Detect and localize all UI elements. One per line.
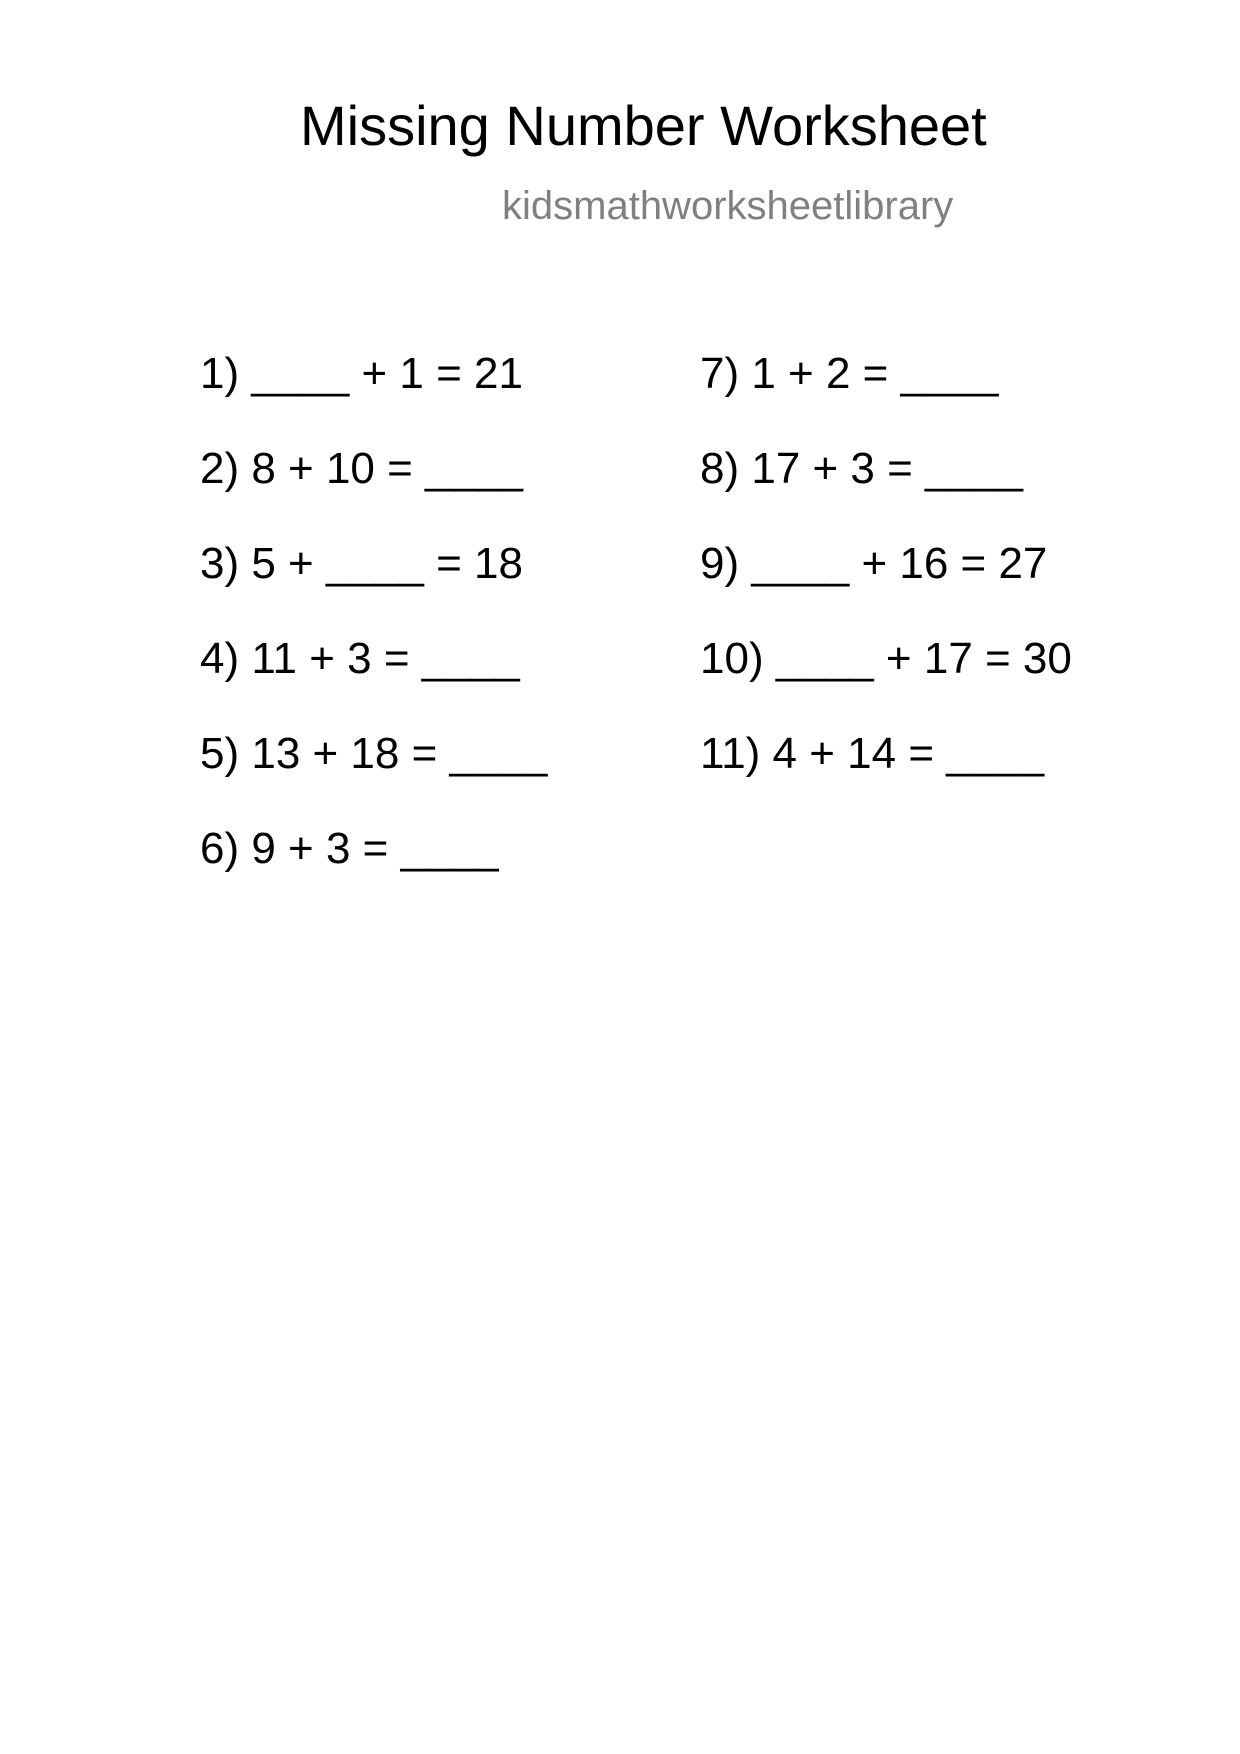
problem-1: 1) ____ + 1 = 21 <box>200 349 523 398</box>
problem-8: 8) 17 + 3 = ____ <box>700 444 1023 493</box>
problem-11: 11) 4 + 14 = ____ <box>700 729 1045 778</box>
page-title: Missing Number Worksheet <box>300 94 987 157</box>
problem-10: 10) ____ + 17 = 30 <box>700 634 1072 683</box>
page-subtitle: kidsmathworksheetlibrary <box>502 184 954 228</box>
problem-4: 4) 11 + 3 = ____ <box>200 634 520 683</box>
problem-6: 6) 9 + 3 = ____ <box>200 824 499 873</box>
problem-3: 3) 5 + ____ = 18 <box>200 539 523 588</box>
problem-column-left <box>200 349 680 922</box>
problem-7: 7) 1 + 2 = ____ <box>700 349 999 398</box>
problem-5: 5) 13 + 18 = ____ <box>200 729 548 778</box>
problem-9: 9) ____ + 16 = 27 <box>700 539 1048 588</box>
problem-column-right <box>700 349 1180 827</box>
problem-2: 2) 8 + 10 = ____ <box>200 444 523 493</box>
